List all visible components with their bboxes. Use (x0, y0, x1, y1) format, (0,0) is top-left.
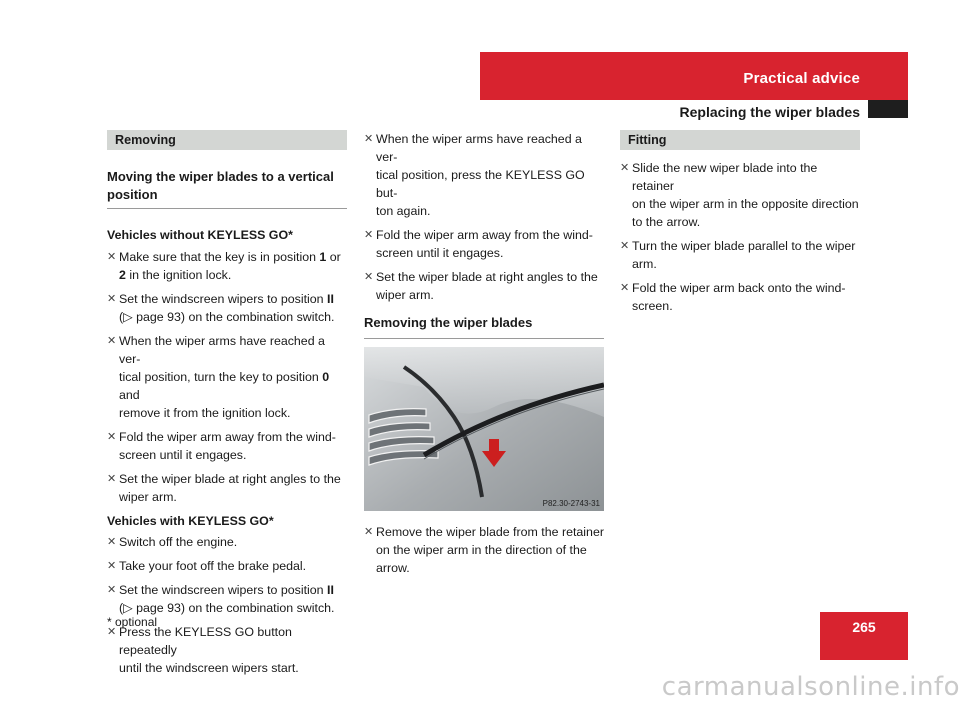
step-text (632, 237, 860, 273)
x-step-icon: ✕ (364, 229, 374, 241)
step-fragment: Slide the new wiper blade into the retainer on the wiper arm in the opposite direction to the arrow. (632, 161, 859, 229)
step-text (119, 428, 347, 464)
step-emphasis: II (327, 292, 334, 306)
x-step-icon: ✕ (107, 335, 117, 347)
step-text (119, 623, 347, 677)
step-fragment: Set the wiper blade at right angles to the wiper arm. (119, 472, 341, 504)
x-step-icon: ✕ (107, 431, 117, 443)
instruction-step (107, 581, 347, 617)
step-text (119, 581, 347, 617)
step-fragment: or (329, 250, 341, 264)
step-text (376, 226, 604, 262)
instruction-step (620, 279, 860, 315)
x-step-icon: ✕ (364, 133, 374, 145)
section-bar-fitting: Fitting (620, 130, 860, 150)
x-step-icon: ✕ (107, 251, 117, 263)
step-fragment: Make sure that the key is in position (119, 250, 320, 264)
subheading-without-keyless: Vehicles without KEYLESS GO* (107, 228, 293, 242)
step-text (376, 268, 604, 304)
figure-code: P82.30-2743-31 (542, 499, 600, 508)
step-text (119, 470, 347, 506)
step-fragment: and remove it from the ignition lock. (119, 388, 291, 420)
step-text (376, 130, 604, 220)
instruction-step (364, 226, 604, 262)
wiper-blade-photo (364, 347, 604, 511)
page-subtitle: Replacing the wiper blades (679, 104, 860, 120)
step-text (119, 533, 347, 551)
step-fragment: Press the KEYLESS GO button repeatedly until the windscreen wipers start. (119, 625, 299, 675)
x-step-icon: ✕ (620, 240, 630, 252)
page-number: 265 (852, 619, 876, 635)
steps-without-keyless (107, 248, 347, 506)
step-fragment: Turn the wiper blade parallel to the wiper arm. (632, 239, 856, 271)
step-text (376, 523, 604, 577)
instruction-step (107, 533, 347, 551)
watermark: carmanualsonline.info (661, 672, 960, 702)
steps-keyless-continued (364, 130, 604, 304)
page-number-box (820, 612, 908, 660)
step-fragment: in the ignition lock. (125, 268, 232, 282)
section-title: Practical advice (743, 70, 860, 87)
x-step-icon: ✕ (107, 536, 117, 548)
x-step-icon: ✕ (107, 626, 117, 638)
step-fragment: Switch off the engine. (119, 535, 238, 549)
step-emphasis: II (327, 583, 334, 597)
step-emphasis: 0 (322, 370, 330, 384)
instruction-step (107, 248, 347, 284)
instruction-step (107, 332, 347, 422)
subheading-with-keyless: Vehicles with KEYLESS GO* (107, 514, 274, 528)
section-bar-removing: Removing (107, 130, 347, 150)
column-removing-blades (364, 130, 604, 583)
step-text (119, 557, 347, 575)
section-banner (480, 52, 908, 100)
x-step-icon: ✕ (107, 560, 117, 572)
step-fragment: Fold the wiper arm back onto the wind- screen. (632, 281, 846, 313)
x-step-icon: ✕ (364, 271, 374, 283)
step-fragment: Set the windscreen wipers to position (119, 292, 327, 306)
column-removing (107, 130, 347, 683)
section-tab-marker (868, 100, 908, 118)
step-text (632, 279, 860, 315)
x-step-icon: ✕ (107, 584, 117, 596)
instruction-step (620, 237, 860, 273)
step-fragment: Set the wiper blade at right angles to the wiper arm. (376, 270, 598, 302)
step-text (119, 248, 347, 284)
step-fragment: (▷ page 93) on the combination switch. (119, 601, 335, 615)
heading-vertical-position: Moving the wiper blades to a vertical position (107, 168, 347, 209)
step-emphasis: 2 (119, 268, 126, 282)
step-fragment: (▷ page 93) on the combination switch. (119, 310, 335, 324)
instruction-step (107, 557, 347, 575)
steps-remove-blade (364, 523, 604, 577)
x-step-icon: ✕ (364, 526, 374, 538)
step-emphasis: 1 (319, 250, 327, 264)
step-text (119, 332, 347, 422)
footnote: * optional (107, 615, 158, 629)
step-fragment: Set the windscreen wipers to position (119, 583, 327, 597)
instruction-step (107, 470, 347, 506)
x-step-icon: ✕ (107, 293, 117, 305)
step-fragment: Take your foot off the brake pedal. (119, 559, 307, 573)
instruction-step (364, 130, 604, 220)
instruction-step (107, 623, 347, 677)
instruction-step (364, 268, 604, 304)
step-fragment: Remove the wiper blade from the retainer on the wiper arm in the direction of the arrow. (376, 525, 604, 575)
instruction-step (107, 290, 347, 326)
step-fragment: Fold the wiper arm away from the wind- screen until it engages. (119, 430, 336, 462)
heading-removing-blades: Removing the wiper blades (364, 314, 604, 339)
step-text (632, 159, 860, 231)
x-step-icon: ✕ (620, 282, 630, 294)
x-step-icon: ✕ (107, 473, 117, 485)
step-fragment: When the wiper arms have reached a ver- tical position, turn the key to position (119, 334, 325, 384)
instruction-step (364, 523, 604, 577)
instruction-step (107, 428, 347, 464)
steps-fitting (620, 159, 860, 315)
instruction-step (620, 159, 860, 231)
steps-with-keyless (107, 533, 347, 677)
step-fragment: Fold the wiper arm away from the wind- screen until it engages. (376, 228, 593, 260)
x-step-icon: ✕ (620, 162, 630, 174)
step-text (119, 290, 347, 326)
column-fitting (620, 130, 860, 321)
step-fragment: When the wiper arms have reached a ver- tical position, press the KEYLESS GO but- ton again. (376, 132, 585, 218)
